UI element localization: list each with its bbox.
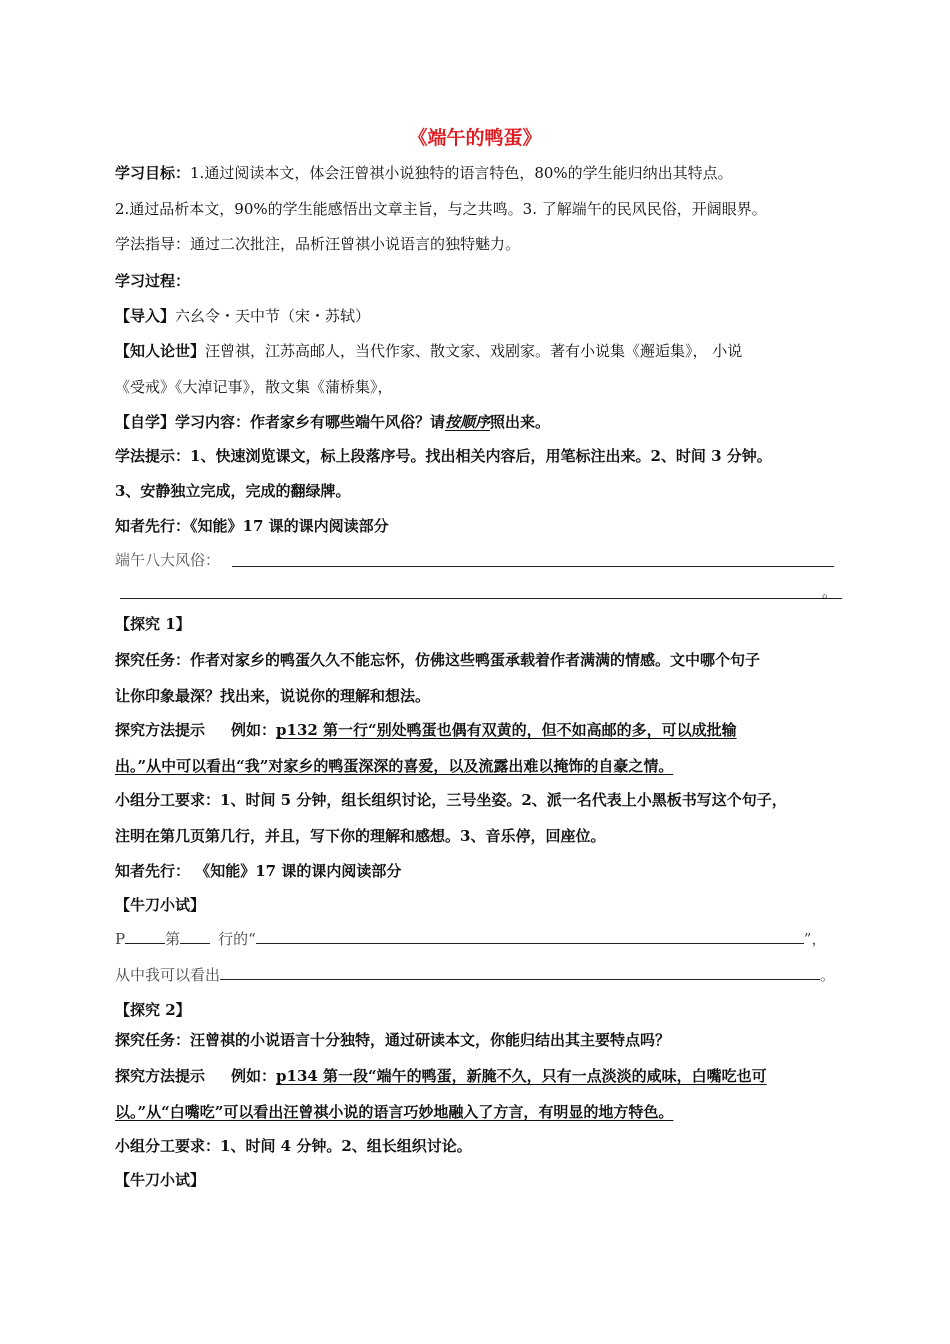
explore-1-task-line-1: 探究任务：作者对家乡的鸭蛋久久不能忘怀，仿佛这些鸭蛋承载着作者满满的情感。文中哪个句子: [115, 651, 761, 669]
page-blank[interactable]: [125, 929, 165, 944]
trial-1-fill-line-1: [115, 929, 826, 949]
self-study-underlined: 按顺序: [445, 413, 491, 431]
learning-process-heading: 学习过程：: [115, 272, 191, 290]
customs-label: 端午八大风俗：: [115, 551, 221, 569]
self-study-text-b: 照出来。: [490, 413, 551, 431]
line-blank[interactable]: [180, 929, 210, 944]
self-study-text-a: 学习内容：作者家乡有哪些端午风俗？请: [175, 413, 446, 431]
self-study-line: [115, 412, 550, 432]
explore-1-heading: 【探究 1】: [115, 615, 191, 633]
group-1-line-1: 小组分工要求：1、时间 5 分钟，组长组织讨论，三号坐姿。2、派一名代表上小黑板书写这个句子，: [115, 791, 787, 809]
fill-hang-label: 行的“: [218, 930, 256, 948]
study-tip-line-1: 学法提示：1、快速浏览课文，标上段落序号。找出相关内容后，用笔标注出来。2、时间 3 分钟。: [115, 447, 772, 465]
explore-1-method-label: 探究方法提示: [115, 721, 206, 739]
document-title: 《端午的鸭蛋》: [408, 127, 542, 149]
explore-2-method-line-1: [115, 1066, 767, 1086]
self-study-label: 【自学】: [115, 413, 176, 431]
author-line-2: 《受戒》《大淖记事》，散文集《蒲桥集》，: [115, 378, 393, 396]
explore-2-task: 探究任务：汪曾祺的小说语言十分独特，通过研读本文，你能归结出其主要特点吗？: [115, 1031, 671, 1049]
explore-2-heading: 【探究 2】: [115, 1001, 191, 1019]
study-tip-line-2: 3、安静独立完成，完成的翻绿牌。: [115, 482, 351, 500]
know-first-1: 知者先行：《知能》17 课的课内阅读部分: [115, 517, 389, 535]
fill-see-period: 。: [820, 966, 836, 984]
customs-answer-line-1[interactable]: [232, 566, 834, 567]
customs-answer-line-2[interactable]: [120, 598, 842, 599]
explore-2-method-label: 探究方法提示: [115, 1067, 206, 1085]
customs-period: 。: [822, 583, 838, 601]
intro-line: [115, 306, 370, 326]
fill-see-label: 从中我可以看出: [115, 966, 221, 984]
fill-di-label: 第: [165, 930, 181, 948]
explore-1-example-2: 出。”从中可以看出“我”对家乡的鸭蛋深深的喜爱，以及流露出难以掩饰的自豪之情。: [115, 757, 674, 775]
intro-text: 六幺令・天中节（宋・苏轼）: [175, 307, 371, 325]
learning-goals-line-2: 2.通过品析本文，90%的学生能感悟出文章主旨，与之共鸣。3. 了解端午的民风民俗，开阔眼界。: [115, 200, 767, 218]
trial-1-heading: 【牛刀小试】: [115, 896, 206, 914]
explore-2-example-2: 以。”从“白嘴吃”可以看出汪曾祺小说的语言巧妙地融入了方言，有明显的地方特色。: [115, 1103, 674, 1121]
explore-1-example-1: p132 第一行“别处鸭蛋也偶有双黄的，但不如高邮的多，可以成批输: [276, 721, 737, 739]
method-guide: 学法指导：通过二次批注，品析汪曾祺小说语言的独特魅力。: [115, 235, 521, 253]
author-text-1: 汪曾祺，江苏高邮人，当代作家、散文家、戏剧家。著有小说集《邂逅集》， 小说: [205, 342, 743, 360]
know-first-2: 知者先行： 《知能》17 课的课内阅读部分: [115, 862, 402, 880]
group-1-line-2: 注明在第几页第几行，并且，写下你的理解和感想。3、音乐停，回座位。: [115, 827, 606, 845]
trial-2-heading: 【牛刀小试】: [115, 1171, 206, 1189]
learning-goal-1: 1.通过阅读本文，体会汪曾祺小说独特的语言特色，80%的学生能归纳出其特点。: [190, 164, 733, 182]
explore-2-example-label: 例如：: [231, 1067, 277, 1085]
fill-p-label: P: [115, 930, 126, 948]
intro-label: 【导入】: [115, 307, 176, 325]
author-label: 【知人论世】: [115, 342, 206, 360]
fill-end-label: ”，: [803, 930, 827, 948]
explore-1-task-line-2: 让你印象最深？找出来，说说你的理解和想法。: [115, 687, 431, 705]
understanding-blank[interactable]: [220, 965, 820, 980]
group-2: 小组分工要求：1、时间 4 分钟。2、组长组织讨论。: [115, 1137, 472, 1155]
learning-goals-label: 学习目标：: [115, 164, 191, 182]
author-line-1: [115, 341, 742, 361]
explore-2-example-1: p134 第一段“端午的鸭蛋，新腌不久，只有一点淡淡的咸味，白嘴吃也可: [276, 1067, 767, 1085]
trial-1-fill-line-2: [115, 965, 835, 985]
sentence-blank[interactable]: [256, 929, 804, 944]
explore-1-method-line-1: [115, 720, 737, 740]
learning-goals-line-1: [115, 163, 733, 183]
explore-1-example-label: 例如：: [231, 721, 277, 739]
